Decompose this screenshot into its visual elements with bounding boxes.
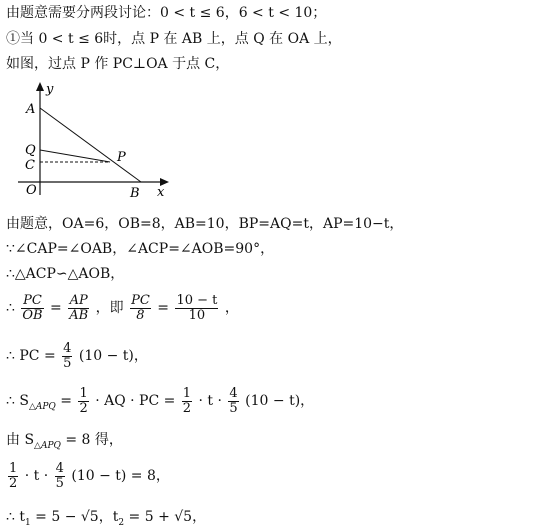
text-line-3: 如图，过点 P 作 PC⊥OA 于点 C， xyxy=(6,56,230,72)
label-q: Q xyxy=(25,143,36,158)
frac-4-5-c: $\frac{4}{5}$ xyxy=(55,460,64,491)
text-line-2: ①当 0 < t ≤ 6时，点 P 在 AB 上，点 Q 在 OA 上， xyxy=(6,31,342,47)
eq6-sub-2: 2 xyxy=(118,518,125,528)
text-line-6: ∴△ACP∽△AOB， xyxy=(6,266,125,282)
equation-ratio xyxy=(6,292,239,324)
frac-1-2-c: $\frac{1}{2}$ xyxy=(9,460,18,491)
eq6-b: = 5 + √5， xyxy=(124,509,207,525)
equation-result xyxy=(6,508,206,528)
label-o: O xyxy=(26,183,37,198)
equation-pc xyxy=(6,340,148,372)
text-line-5: ∵∠CAP=∠OAB，∠ACP=∠AOB=90°， xyxy=(6,241,275,257)
label-x: x xyxy=(157,185,165,200)
eq1-tail: ， xyxy=(224,300,239,316)
equation-solve xyxy=(6,460,170,492)
frac-1-2-b: $\frac{1}{2}$ xyxy=(182,385,192,416)
frac-ap-ab: $\frac{AP}{AB}$ xyxy=(69,292,89,323)
eq1-equals: = xyxy=(50,300,62,316)
eq5-a: · t · xyxy=(24,468,49,484)
frac-4-5-b: $\frac{4}{5}$ xyxy=(229,385,238,416)
frac-1-2-a: $\frac{1}{2}$ xyxy=(79,385,88,416)
eq1-lead: ∴ xyxy=(6,300,15,316)
frac-pc-8: $\frac{PC}{8}$ xyxy=(131,292,150,323)
text-line-1: 由题意需要分两段讨论：0 < t ≤ 6，6 < t < 10； xyxy=(6,5,327,21)
eq6-a: = 5 − √5，t xyxy=(30,509,119,525)
eq3-a: = xyxy=(60,393,72,409)
label-y: y xyxy=(46,82,54,97)
equation-area xyxy=(6,385,314,419)
frac-4-5: $\frac{4}{5}$ xyxy=(63,340,72,371)
coordinate-figure xyxy=(14,80,179,209)
eq4-tail: = 8 得， xyxy=(60,432,123,448)
eq2-tail: (10 − t)， xyxy=(78,348,148,364)
equation-given xyxy=(6,431,123,451)
eq3-sub: △APQ xyxy=(28,402,56,412)
eq4-lead: 由 S xyxy=(6,432,35,448)
eq3-tail: (10 − t)， xyxy=(245,393,315,409)
segment-ab xyxy=(40,108,141,182)
frac-pc-ob: $\frac{PC}{OB}$ xyxy=(22,292,43,323)
eq4-sub: △APQ xyxy=(34,441,61,451)
eq6-sub-1: 1 xyxy=(24,518,31,528)
eq6-lead: ∴ t xyxy=(6,509,25,525)
label-a: A xyxy=(26,102,36,117)
eq2-lead: ∴ PC = xyxy=(6,348,56,364)
eq5-tail: (10 − t) = 8， xyxy=(71,468,170,484)
eq1-equals-2: = xyxy=(157,300,169,316)
eq3-b: · AQ · PC = xyxy=(95,393,176,409)
label-c: C xyxy=(25,158,35,173)
eq3-c: · t · xyxy=(198,393,222,409)
text-line-4: 由题意，OA=6，OB=8，AB=10，BP=AQ=t，AP=10−t， xyxy=(6,216,404,232)
label-b: B xyxy=(130,186,140,201)
eq1-mid: ，即 xyxy=(95,300,124,316)
geometry-diagram xyxy=(14,80,179,205)
frac-10-t: $\frac{10 - t}{10}$ xyxy=(176,292,218,323)
y-axis-arrow xyxy=(36,82,44,91)
eq3-lead: ∴ S xyxy=(6,393,29,409)
label-p: P xyxy=(117,150,126,165)
